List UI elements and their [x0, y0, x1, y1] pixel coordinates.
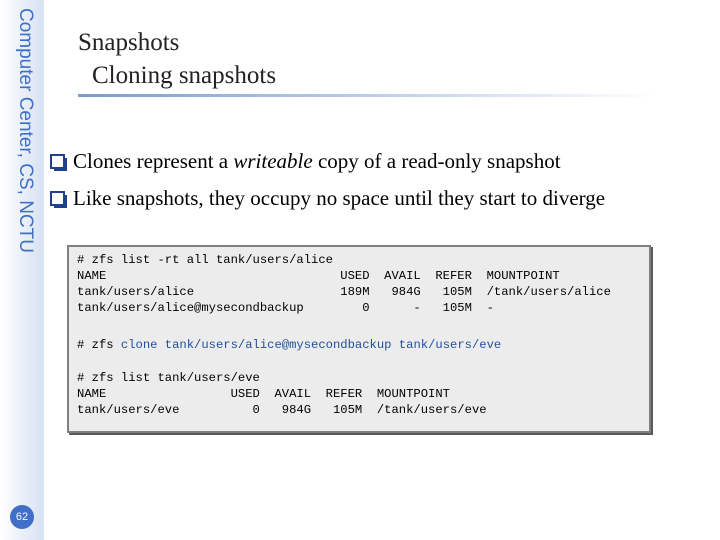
terminal-clone-line: [77, 337, 501, 353]
title-line-2: Cloning snapshots: [92, 62, 277, 89]
terminal-line: NAME USED AVAIL REFER MOUNTPOINT: [77, 387, 450, 401]
checkbox-bullet-icon: [50, 191, 65, 206]
terminal-line: tank/users/eve 0 984G 105M /tank/users/eve: [77, 403, 487, 417]
page-number: 62: [10, 505, 34, 529]
title-underline: [78, 94, 658, 97]
bullet-text: Clones represent a: [73, 149, 234, 173]
checkbox-bullet-icon: [50, 154, 65, 169]
bullet-item: [50, 143, 710, 180]
title-line-1: Snapshots: [78, 29, 180, 56]
terminal-line: tank/users/alice 189M 984G 105M /tank/users/alice: [77, 285, 611, 299]
terminal-line: # zfs list tank/users/eve: [77, 371, 260, 385]
terminal-line: NAME USED AVAIL REFER MOUNTPOINT: [77, 269, 560, 283]
bullet-list: [50, 143, 710, 217]
bullet-item: [50, 180, 710, 217]
slide-title: [78, 26, 276, 92]
clone-command: clone tank/users/alice@mysecondbackup tank/users/eve: [120, 338, 502, 352]
terminal-line: # zfs list -rt all tank/users/alice: [77, 253, 333, 267]
bullet-emphasis: writeable: [233, 149, 313, 173]
org-name: Computer Center, CS, NCTU: [15, 8, 36, 253]
sidebar: [0, 0, 44, 540]
clone-prompt: # zfs: [77, 338, 121, 352]
terminal-line: tank/users/alice@mysecondbackup 0 - 105M -: [77, 301, 494, 315]
terminal-output-box: [67, 245, 651, 433]
bullet-text: copy of a read-only snapshot: [312, 149, 561, 173]
vertical-header: [6, 8, 38, 308]
bullet-text: Like snapshots, they occupy no space until they start to diverge: [73, 186, 606, 210]
